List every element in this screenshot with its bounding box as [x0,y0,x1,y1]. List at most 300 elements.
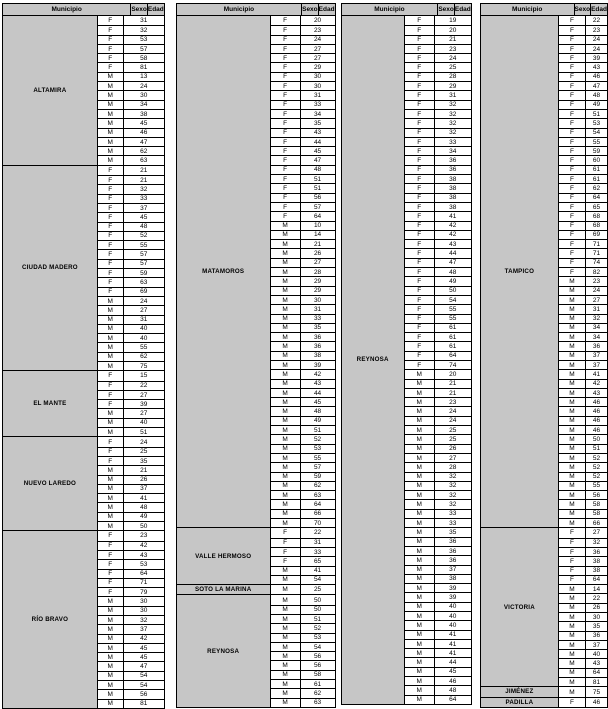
edad-value: 51 [313,175,322,183]
edad-value: 68 [592,212,601,220]
data-row [98,352,164,361]
data-row [405,444,471,453]
sexo-value: M [271,671,301,679]
data-row [559,258,607,267]
municipality-label: VALLE HERMOSO [177,528,271,584]
data-row [559,649,607,658]
edad-value: 32 [449,119,457,127]
sexo-value: F [559,557,586,565]
data-row [271,585,335,594]
sexo-value: F [98,54,124,62]
edad-value: 28 [313,268,322,276]
edad-value: 38 [313,352,322,360]
edad-value: 54 [592,129,601,137]
data-row [559,379,607,388]
edad-value: 38 [449,184,457,192]
data-row [405,555,471,564]
data-row [559,369,607,378]
data-row [98,606,164,615]
municipality-rows [98,531,164,708]
data-row [405,537,471,546]
data-row [98,240,164,249]
edad-value: 43 [140,551,148,559]
edad-value: 14 [592,585,601,593]
edad-value: 62 [592,184,601,192]
edad-value: 32 [449,473,457,481]
data-row [559,155,607,164]
data-row [559,183,607,192]
municipality-label: VICTORIA [481,528,559,686]
data-row [271,53,335,62]
edad-value: 71 [592,250,601,258]
data-row [271,462,335,471]
edad-value: 38 [140,110,148,118]
sexo-value: M [405,370,435,378]
edad-value: 37 [140,625,148,633]
data-row [559,118,607,127]
sexo-value: F [405,45,435,53]
sexo-value: F [271,203,301,211]
sexo-value: M [405,380,435,388]
municipality-label: TAMPICO [481,16,559,527]
edad-value: 52 [592,454,601,462]
data-row [405,248,471,257]
edad-value: 24 [449,54,457,62]
sexo-value: F [98,45,124,53]
edad-value: 42 [313,370,322,378]
edad-value: 46 [449,677,457,685]
municipality-rows [271,585,335,594]
sexo-value: M [559,324,586,332]
municipality-rows [98,16,164,165]
sexo-value: F [271,45,301,53]
header-edad: Edad [147,6,164,13]
edad-value: 51 [313,615,322,623]
sexo-value: M [271,277,301,285]
data-row [271,258,335,267]
sexo-value: M [559,650,586,658]
data-row [559,509,607,518]
edad-value: 30 [313,296,322,304]
sexo-value: M [271,606,301,614]
edad-value: 47 [449,259,457,267]
sexo-value: F [271,184,301,192]
edad-value: 38 [592,567,601,575]
edad-value: 71 [592,240,601,248]
edad-value: 21 [449,389,457,397]
sexo-value: M [271,652,301,660]
edad-value: 66 [313,510,322,518]
data-row [405,100,471,109]
sexo-value: F [271,63,301,71]
sexo-value: F [559,240,586,248]
data-row [98,418,164,427]
header-sexo: Sexo [302,6,318,13]
data-row [405,165,471,174]
edad-value: 45 [140,119,148,127]
sexo-value: F [405,184,435,192]
data-row [98,465,164,474]
sexo-value: F [98,26,124,34]
data-row [271,556,335,565]
sexo-value: F [559,184,586,192]
edad-value: 66 [592,519,601,527]
edad-value: 32 [449,110,457,118]
sexo-value: M [271,482,301,490]
sexo-value: F [271,91,301,99]
edad-value: 64 [449,696,457,704]
sexo-value: F [98,551,124,559]
edad-value: 41 [449,649,457,657]
edad-value: 30 [592,613,601,621]
sexo-value: M [405,538,435,546]
data-row [559,304,607,313]
municipality-block [3,371,164,437]
edad-value: 50 [313,596,322,604]
edad-value: 15 [140,372,148,380]
edad-value: 61 [313,680,322,688]
sexo-value: M [271,519,301,527]
edad-value: 45 [140,653,148,661]
sexo-value: M [405,575,435,583]
edad-value: 68 [592,222,601,230]
edad-value: 57 [140,45,148,53]
edad-value: 37 [140,204,148,212]
edad-value: 36 [313,343,322,351]
sexo-value: F [98,457,124,465]
sexo-value: F [271,82,301,90]
sexo-value: M [271,473,301,481]
edad-value: 82 [592,268,601,276]
data-row [271,183,335,192]
data-row [98,137,164,146]
sexo-value: M [559,342,586,350]
data-row [98,399,164,408]
data-row [559,100,607,109]
edad-value: 48 [140,223,148,231]
data-row [271,528,335,537]
edad-value: 61 [592,166,601,174]
sexo-value: F [98,166,124,175]
edad-value: 27 [313,45,322,53]
sexo-value: F [271,26,301,34]
sexo-value: M [559,482,586,490]
sexo-value: F [405,222,435,230]
data-row [559,528,607,537]
data-row [405,602,471,611]
sexo-value: F [559,147,586,155]
sexo-value: F [271,194,301,202]
data-row [405,193,471,202]
data-row [271,538,335,547]
data-row [559,603,607,612]
sexo-value: F [559,194,586,202]
data-row [559,165,607,174]
edad-value: 32 [140,185,148,193]
edad-value: 45 [140,213,148,221]
data-row [98,90,164,99]
municipality-rows [559,16,607,527]
sexo-value: M [271,585,301,594]
sexo-value: F [559,54,586,62]
data-row [559,81,607,90]
sexo-value: F [271,129,301,137]
sexo-value: F [98,232,124,240]
data-row [271,230,335,239]
sexo-value: M [98,306,124,314]
edad-value: 71 [140,579,148,587]
edad-value: 20 [449,26,457,34]
edad-value: 55 [592,482,601,490]
header-sexo: Sexo [574,6,591,13]
data-row [98,62,164,71]
edad-value: 36 [449,547,457,555]
edad-value: 36 [592,343,601,351]
data-row [271,679,335,688]
edad-value: 48 [313,408,322,416]
sexo-value: M [559,333,586,341]
data-row [559,462,607,471]
municipality-label: REYNOSA [342,16,405,704]
data-row [405,276,471,285]
municipality-label: NUEVO LAREDO [3,437,98,530]
header-edad: Edad [454,6,471,13]
data-row [98,194,164,203]
edad-value: 26 [449,445,457,453]
sexo-value: F [559,129,586,137]
municipality-rows [559,698,607,707]
data-row [405,332,471,341]
sexo-value: M [98,607,124,615]
edad-value: 69 [592,231,601,239]
data-row [98,184,164,193]
data-row [98,203,164,212]
data-row [405,202,471,211]
sexo-value: F [405,287,435,295]
edad-value: 53 [140,560,148,568]
data-row [405,128,471,137]
sexo-value: M [98,625,124,633]
edad-value: 38 [449,175,457,183]
edad-value: 24 [592,45,601,53]
sexo-value: M [271,249,301,257]
sexo-value: M [271,510,301,518]
sexo-value: M [405,500,435,508]
data-row [559,286,607,295]
data-row [559,360,607,369]
edad-value: 34 [592,333,601,341]
edad-value: 64 [313,501,322,509]
edad-value: 49 [449,277,457,285]
sexo-value: F [559,82,586,90]
sexo-value: F [98,382,124,390]
edad-value: 48 [313,166,322,174]
sexo-value: F [405,36,435,44]
sexo-value: F [98,16,124,25]
edad-value: 21 [449,36,457,44]
data-row [559,547,607,556]
edad-value: 33 [313,101,322,109]
data-row [405,695,471,704]
sexo-value: M [405,584,435,592]
edad-value: 32 [449,482,457,490]
edad-value: 39 [449,594,457,602]
sexo-value: F [559,63,586,71]
edad-value: 27 [140,410,148,418]
edad-value: 64 [140,570,148,578]
edad-value: 40 [592,650,601,658]
edad-value: 37 [140,485,148,493]
data-row [559,631,607,640]
edad-value: 41 [449,212,457,220]
edad-value: 65 [592,203,601,211]
sexo-value: F [559,528,586,537]
sexo-value: F [559,259,586,267]
sexo-value: F [98,176,124,184]
edad-value: 29 [313,277,322,285]
sexo-value: M [98,409,124,417]
edad-value: 63 [140,278,148,286]
age-table-column-4 [480,3,608,708]
edad-value: 14 [313,231,322,239]
edad-value: 64 [592,576,601,584]
edad-value: 22 [592,595,601,603]
data-row [271,323,335,332]
edad-value: 30 [140,598,148,606]
edad-value: 42 [140,542,148,550]
sexo-value: F [98,204,124,212]
sexo-value: M [405,640,435,648]
sexo-value: M [271,680,301,688]
data-row [405,397,471,406]
data-row [405,639,471,648]
data-row [405,137,471,146]
data-row [405,472,471,481]
edad-value: 31 [313,539,322,547]
sexo-value: F [559,231,586,239]
edad-value: 36 [449,166,457,174]
data-row [98,222,164,231]
sexo-value: M [405,445,435,453]
edad-value: 26 [592,604,601,612]
edad-value: 53 [140,36,148,44]
data-row [271,304,335,313]
sexo-value: M [98,101,124,109]
sexo-value: F [98,400,124,408]
municipality-label: PADILLA [481,698,559,707]
sexo-value: F [559,203,586,211]
sexo-value: M [559,287,586,295]
sexo-value: M [405,389,435,397]
municipality-block [177,595,335,707]
edad-value: 65 [313,557,322,565]
sexo-value: M [559,491,586,499]
sexo-value: F [559,16,586,25]
edad-value: 34 [592,324,601,332]
municipality-rows [271,16,335,527]
sexo-value: M [98,466,124,474]
edad-value: 39 [449,584,457,592]
data-row [405,16,471,25]
sexo-value: F [405,203,435,211]
data-row [271,35,335,44]
data-row [271,202,335,211]
edad-value: 49 [140,513,148,521]
edad-value: 30 [140,92,148,100]
edad-value: 34 [313,110,322,118]
edad-value: 62 [140,353,148,361]
edad-value: 43 [313,129,322,137]
sexo-value: M [271,333,301,341]
edad-value: 24 [449,417,457,425]
edad-value: 42 [449,222,457,230]
sexo-value: F [98,542,124,550]
sexo-value: M [559,454,586,462]
edad-value: 51 [592,110,601,118]
data-row [271,351,335,360]
sexo-value: M [559,315,586,323]
data-row [405,25,471,34]
sexo-value: F [405,231,435,239]
data-row [271,276,335,285]
sexo-value: M [559,659,586,667]
data-row [559,658,607,667]
edad-value: 33 [140,195,148,203]
data-row [271,137,335,146]
data-row [405,155,471,164]
sexo-value: M [271,305,301,313]
sexo-value: F [559,539,586,547]
data-row [559,341,607,350]
data-row [559,211,607,220]
data-row [271,72,335,81]
sexo-value: M [98,353,124,361]
header-municipio: Municipio [481,4,575,15]
data-row [98,652,164,661]
municipality-rows [559,528,607,686]
data-row [405,341,471,350]
data-row [405,648,471,657]
edad-value: 59 [313,473,322,481]
municipality-label: JIMÉNEZ [481,687,559,696]
data-row [98,25,164,34]
edad-value: 27 [140,306,148,314]
edad-value: 41 [140,494,148,502]
sexo-value: M [271,634,301,642]
sexo-value: F [405,73,435,81]
sexo-value: F [271,212,301,220]
edad-value: 55 [449,305,457,313]
data-row [271,406,335,415]
sexo-value: F [405,63,435,71]
data-row [98,493,164,502]
data-row [559,406,607,415]
edad-value: 51 [592,445,601,453]
sexo-value: M [559,445,586,453]
edad-value: 25 [140,448,148,456]
edad-value: 21 [313,240,322,248]
municipality-rows [271,595,335,707]
edad-value: 31 [313,92,322,100]
edad-value: 20 [449,370,457,378]
edad-value: 36 [313,333,322,341]
data-row [271,688,335,697]
edad-value: 40 [140,325,148,333]
edad-value: 54 [313,643,322,651]
data-row [98,531,164,540]
data-row [559,332,607,341]
edad-value: 25 [449,426,457,434]
